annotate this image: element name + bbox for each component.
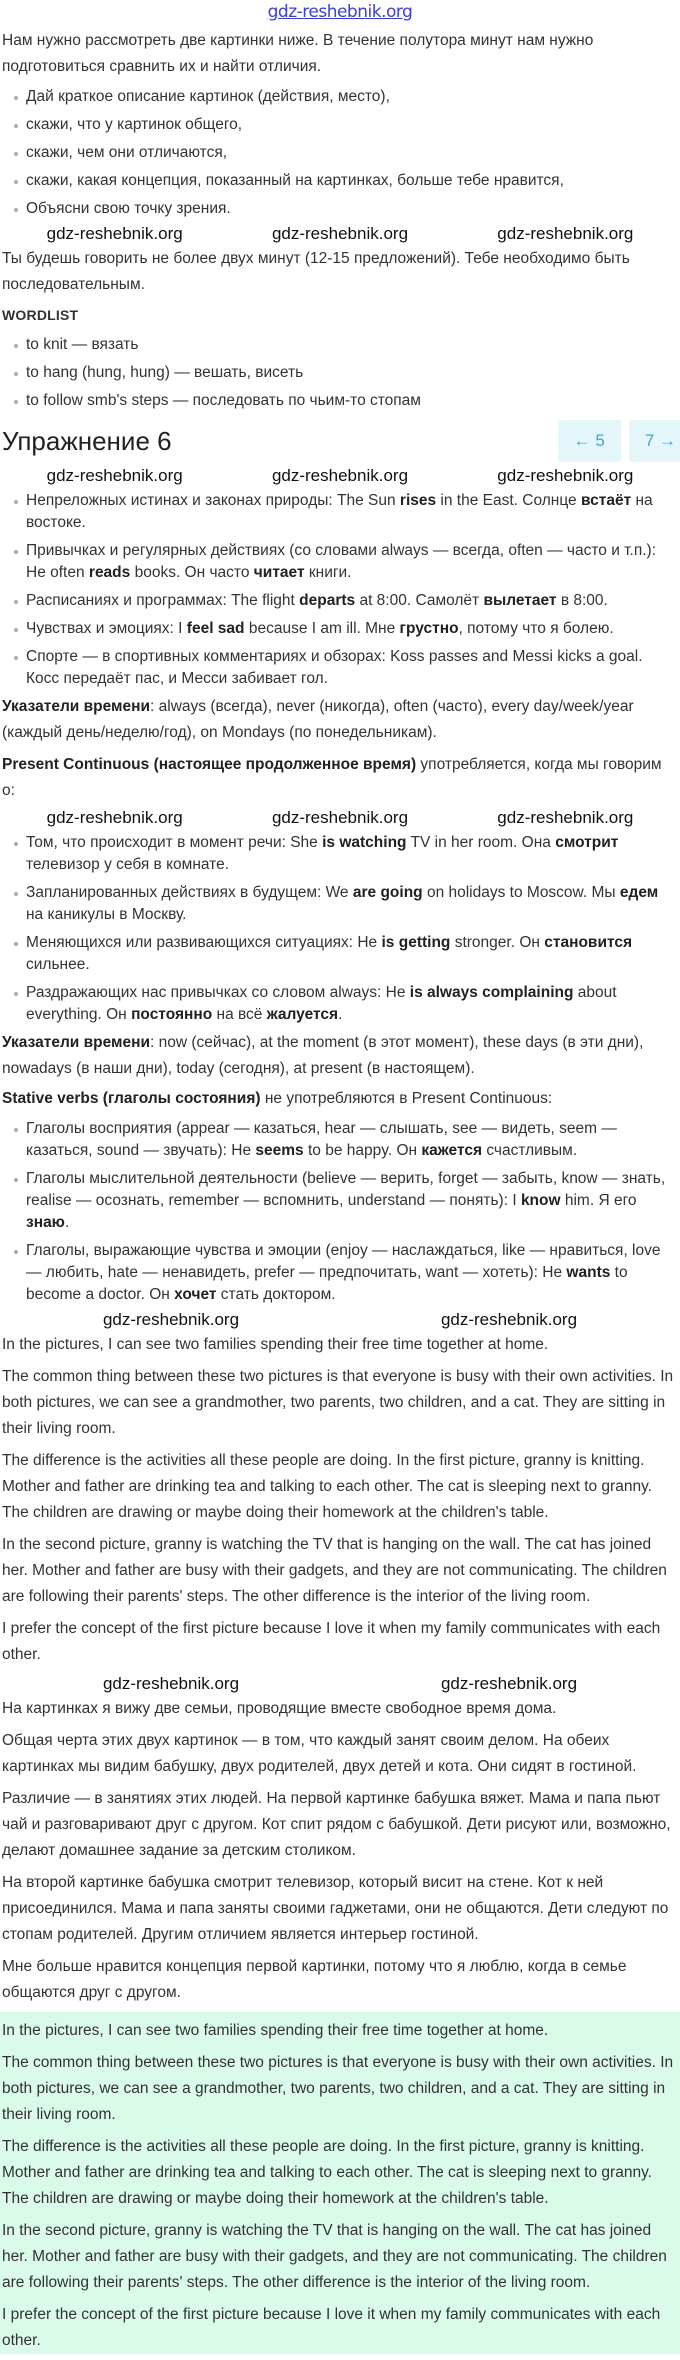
text-segment: Запланированных действиях в будущем: We xyxy=(26,884,353,901)
text-segment: Глаголы мыслительной деятельности (believe — верить, forget — забыть, know — знать, realise — осознать, remember — вспомнить, understand — понять): I xyxy=(26,1170,666,1209)
text-segment: Расписаниях и программах: The flight xyxy=(26,592,300,609)
watermark-text: gdz-reshebnik.org xyxy=(271,224,409,243)
text-segment: книги. xyxy=(304,564,352,581)
watermark-text: gdz-reshebnik.org xyxy=(102,1310,240,1329)
text-segment: books. Он часто xyxy=(130,564,254,581)
text-segment: . xyxy=(338,1006,343,1023)
text-segment: Глаголы, выражающие чувства и эмоции (enjoy — наслаждаться, like — нравиться, love — любить, hate — ненавидеть, prefer — предпочитать, want — хотеть): He xyxy=(26,1242,661,1281)
bold-term: Present Continuous (настоящее продолженное время) xyxy=(2,756,417,773)
bold-term: постоянно xyxy=(131,1006,213,1023)
wordlist xyxy=(2,332,678,412)
bold-term: know xyxy=(520,1192,561,1209)
watermark-text: gdz-reshebnik.org xyxy=(46,224,183,243)
list-item: скажи, какая концепция, показанный на картинках, больше тебе нравится, xyxy=(26,168,678,192)
answer-paragraph: The difference is the activities all these people are doing. In the first picture, granny is knitting. Mother and father are drinking tea and talking to each other. The cat is sleeping next to granny. The children are drawing or maybe doing their homework at the children's table. xyxy=(2,2138,652,2207)
list-item: скажи, что у картинок общего, xyxy=(26,112,678,136)
time-markers-continuous xyxy=(2,1030,678,1082)
bold-term: грустно xyxy=(399,620,459,637)
watermark-text: gdz-reshebnik.org xyxy=(46,466,183,485)
watermark-text: gdz-reshebnik.org xyxy=(497,466,634,485)
intro-paragraph-2: Ты будешь говорить не более двух минут (12-15 предложений). Тебе необходимо быть последовательным. xyxy=(2,250,630,293)
list-item: Объясни свою точку зрения. xyxy=(26,196,678,220)
bold-term: читает xyxy=(253,564,305,581)
text-segment: TV in her room. Она xyxy=(406,834,556,851)
watermark-text: gdz-reshebnik.org xyxy=(440,1674,578,1693)
list-item xyxy=(26,616,678,640)
list-item xyxy=(26,980,678,1026)
text-segment: счастливым. xyxy=(482,1142,578,1159)
bold-term: хочет xyxy=(174,1286,217,1303)
next-exercise-button[interactable]: 7 → xyxy=(629,420,680,462)
exercise-title: Упражнение 6 xyxy=(2,426,172,456)
answer-paragraph: In the pictures, I can see two families spending their free time together at home. xyxy=(2,1336,549,1353)
answer-paragraph: The common thing between these two pictures is that everyone is busy with their own activities. In both pictures, we can see a grandmother, two parents, two children, and a cat. They are sitting in their living room. xyxy=(2,2054,674,2123)
time-markers-simple xyxy=(2,694,678,746)
watermark-text: gdz-reshebnik.org xyxy=(497,808,634,827)
text-segment: на каникулы в Москву. xyxy=(26,906,187,923)
answer-paragraph: In the pictures, I can see two families spending their free time together at home. xyxy=(2,2022,549,2039)
text-segment: : now (сейчас), at the moment (в этот момент), these days (в эти дни), nowadays (в наши дни), today (сегодня), at present (в настоящем). xyxy=(2,1034,644,1077)
list-item xyxy=(26,1166,678,1234)
text-segment: не употребляются в Present Continuous: xyxy=(260,1090,553,1107)
watermark-text: gdz-reshebnik.org xyxy=(271,466,409,485)
text-segment: , потому что я болею. xyxy=(458,620,614,637)
intro-paragraph: Нам нужно рассмотреть две картинки ниже. В течение полутора минут нам нужно подготовиться сравнить их и найти отличия. xyxy=(2,32,594,75)
text-segment: in the East. Солнце xyxy=(436,492,581,509)
watermark-text: gdz-reshebnik.org xyxy=(46,808,183,827)
answer-paragraph: Общая черта этих двух картинок — в том, что каждый занят своим делом. На обеих картинках мы видим бабушку, двух родителей, двух детей и кота. Они сидят в гостиной. xyxy=(2,1732,637,1775)
watermark-row xyxy=(2,466,678,486)
answer-paragraph: I prefer the concept of the first picture because I love it when my family communicates with each other. xyxy=(2,2306,661,2349)
text-segment: to be happy. Он xyxy=(303,1142,422,1159)
text-segment: on holidays to Moscow. Мы xyxy=(422,884,620,901)
list-item xyxy=(26,1238,678,1306)
answer-english xyxy=(2,1332,678,1668)
list-item xyxy=(26,488,678,534)
answer-paragraph: In the second picture, granny is watching the TV that is hanging on the wall. The cat has joined her. Mother and father are busy with their gadgets, and they are not communicating. The children are following their parents' steps. The other difference is the interior of the living room. xyxy=(2,1536,667,1605)
prev-exercise-button[interactable]: ← 5 xyxy=(558,420,621,462)
bold-term: знаю xyxy=(26,1214,65,1231)
text-segment: about everything. Он xyxy=(26,984,617,1023)
answer-paragraph: Различие — в занятиях этих людей. На первой картинке бабушка вяжет. Мама и папа пьют чай и разговаривают друг с другом. Кот спит рядом с бабушкой. Дети рисуют или, возможно, делают домашнее задание за детским столиком. xyxy=(2,1790,671,1859)
list-item xyxy=(26,644,678,690)
answer-paragraph: The common thing between these two pictures is that everyone is busy with their own activities. In both pictures, we can see a grandmother, two parents, two children, and a cat. They are sitting in their living room. xyxy=(2,1368,674,1437)
text-segment: Глаголы восприятия (appear — казаться, hear — слышать, see — видеть, seem — казаться, sound — звучать): He xyxy=(26,1120,617,1159)
list-item: to follow smb's steps — последовать по чьим-то стопам xyxy=(26,388,678,412)
list-item: to knit — вязать xyxy=(26,332,678,356)
bold-term: Указатели времени xyxy=(2,1034,151,1051)
list-item xyxy=(26,538,678,584)
answer-paragraph: На картинках я вижу две семьи, проводящие вместе свободное время дома. xyxy=(2,1700,557,1717)
text-segment: : always (всегда), never (никогда), often (часто), every day/week/year (каждый день/неделю/год), on Mondays (по понедельникам). xyxy=(2,698,634,741)
bold-term: are going xyxy=(352,884,423,901)
stative-verbs-list xyxy=(2,1116,678,1306)
watermark-text: gdz-reshebnik.org xyxy=(271,808,409,827)
watermark-text: gdz-reshebnik.org xyxy=(497,224,634,243)
watermark-row xyxy=(2,1674,678,1694)
highlighted-answer xyxy=(0,2012,680,2354)
text-segment: Меняющихся или развивающихся ситуациях: He xyxy=(26,934,382,951)
bold-term: departs xyxy=(299,592,356,609)
list-item xyxy=(26,930,678,976)
wordlist-title: WORDLIST xyxy=(2,307,79,323)
watermark-row xyxy=(2,808,678,828)
text-segment: to become a doctor. Он xyxy=(26,1264,628,1303)
text-segment: на всё xyxy=(212,1006,267,1023)
answer-paragraph: The difference is the activities all these people are doing. In the first picture, granny is knitting. Mother and father are drinking tea and talking to each other. The cat is sleeping next to granny. The children are drawing or maybe doing their homework at the children's table. xyxy=(2,1452,652,1521)
watermark-row xyxy=(2,1310,678,1330)
text-segment: стать доктором. xyxy=(216,1286,336,1303)
text-segment: Привычках и регулярных действиях (со словами always — всегда, often — часто и т.п.): He often xyxy=(26,542,657,581)
watermark-text: gdz-reshebnik.org xyxy=(440,1310,578,1329)
text-segment: сильнее. xyxy=(26,956,90,973)
stative-verbs-intro xyxy=(2,1086,678,1112)
answer-paragraph: I prefer the concept of the first picture because I love it when my family communicates with each other. xyxy=(2,1620,661,1663)
bold-term: кажется xyxy=(421,1142,483,1159)
text-segment: Спорте — в спортивных комментариях и обзорах: Koss passes and Messi kicks a goal. Косс передаёт пас, и Месси забивает гол. xyxy=(26,648,643,687)
task-list xyxy=(2,84,678,220)
present-continuous-intro xyxy=(2,752,678,804)
text-segment: at 8:00. Самолёт xyxy=(355,592,484,609)
bold-term: wants xyxy=(566,1264,611,1281)
present-continuous-uses xyxy=(2,830,678,1026)
text-segment: в 8:00. xyxy=(556,592,608,609)
text-segment: Чувствах и эмоциях: I xyxy=(26,620,187,637)
bold-term: Stative verbs (глаголы состояния) xyxy=(2,1090,261,1107)
bold-term: вылетает xyxy=(483,592,557,609)
bold-term: становится xyxy=(544,934,633,951)
text-segment: на востоке. xyxy=(26,492,653,531)
list-item: скажи, чем они отличаются, xyxy=(26,140,678,164)
site-logo[interactable]: gdz-reshebnik.org xyxy=(267,2,413,22)
answer-paragraph: На второй картинке бабушка смотрит телевизор, который висит на стене. Кот к ней присоединился. Мама и папа заняты своими гаджетами, они не общаются. Дети следуют по стопам родителей. Другим отличием является интерьер гостиной. xyxy=(2,1874,669,1943)
list-item: Дай краткое описание картинок (действия, место), xyxy=(26,84,678,108)
text-segment: телевизор у себя в комнате. xyxy=(26,856,230,873)
text-segment: Раздражающих нас привычках со словом always: He xyxy=(26,984,410,1001)
exercise-header xyxy=(2,420,678,462)
bold-term: смотрит xyxy=(555,834,619,851)
present-simple-uses xyxy=(2,488,678,690)
text-segment: . xyxy=(64,1214,70,1231)
list-item xyxy=(26,830,678,876)
bold-term: is watching xyxy=(322,834,407,851)
text-segment: Непреложных истинах и законах природы: The Sun xyxy=(26,492,400,509)
text-segment: because I am ill. Мне xyxy=(244,620,400,637)
text-segment: Том, что происходит в момент речи: She xyxy=(26,834,323,851)
bold-term: reads xyxy=(88,564,131,581)
bold-term: is getting xyxy=(381,934,451,951)
bold-term: feel sad xyxy=(186,620,245,637)
answer-paragraph: In the second picture, granny is watching the TV that is hanging on the wall. The cat has joined her. Mother and father are busy with their gadgets, and they are not communicating. The children are following their parents' steps. The other difference is the interior of the living room. xyxy=(2,2222,667,2291)
list-item xyxy=(26,880,678,926)
bold-term: жалуется xyxy=(266,1006,339,1023)
exercise-nav xyxy=(558,420,680,462)
answer-paragraph: Мне больше нравится концепция первой картинки, потому что я люблю, когда в семье общаются друг с другом. xyxy=(2,1958,627,2001)
bold-term: seems xyxy=(255,1142,304,1159)
bold-term: rises xyxy=(399,492,437,509)
list-item xyxy=(26,1116,678,1162)
bold-term: is always complaining xyxy=(409,984,574,1001)
list-item: to hang (hung, hung) — вешать, висеть xyxy=(26,360,678,384)
text-segment: употребляется, когда мы говорим о: xyxy=(2,756,662,799)
answer-russian xyxy=(2,1696,678,2006)
watermark-row xyxy=(2,224,678,244)
bold-term: Указатели времени xyxy=(2,698,151,715)
bold-term: встаёт xyxy=(580,492,632,509)
text-segment: him. Я его xyxy=(560,1192,637,1209)
bold-term: едем xyxy=(619,884,659,901)
text-segment: stronger. Он xyxy=(450,934,545,951)
watermark-text: gdz-reshebnik.org xyxy=(102,1674,240,1693)
list-item xyxy=(26,588,678,612)
